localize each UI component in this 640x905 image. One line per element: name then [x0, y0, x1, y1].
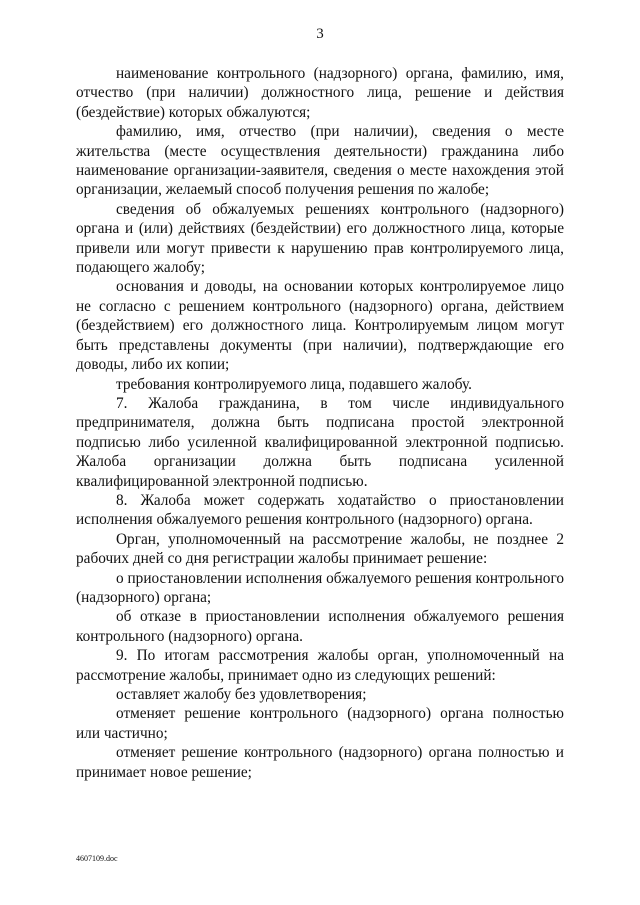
paragraph-appeal-body-name: наименование контрольного (надзорного) органа, фамилию, имя, отчество (при наличии) должностного лица, решение и действия (бездействие) которых обжалуются; [76, 65, 564, 121]
paragraph-refuse-suspend-option: об отказе в приостановлении исполнения обжалуемого решения контрольного (надзорного) органа. [76, 608, 564, 645]
paragraph-contested-decisions: сведения об обжалуемых решениях контрольного (надзорного) органа и (или) действиях (бездействии) его должностного лица, которые привели или могут привести к нарушению прав контролируемого лица, подающего жалобу; [76, 200, 564, 277]
paragraph-outcome-cancel-partial: отменяет решение контрольного (надзорного) органа полностью или частично; [76, 705, 564, 742]
paragraph-applicant-details: фамилию, имя, отчество (при наличии), сведения о месте жительства (месте осуществления деятельности) гражданина либо наименование организации-заявителя, сведения о месте нахождения этой организации, желаемый способ получения решения по жалобе; [76, 123, 564, 199]
paragraph-grounds-and-arguments: основания и доводы, на основании которых контролируемое лицо не согласно с решением контрольного (надзорного) органа, действием (бездействием) его должностного лица. Контролируемым лицом могут быть представлены документы (при наличии), подтверждающие его доводы, либо их копии; [76, 278, 564, 374]
footer-file-name: 4607109.doc [76, 854, 118, 863]
paragraph-suspend-option: о приостановлении исполнения обжалуемого решения контрольного (надзорного) органа; [76, 569, 564, 606]
document-body [76, 64, 564, 782]
paragraph-outcome-cancel-new-decision: отменяет решение контрольного (надзорного) органа полностью и принимает новое решение; [76, 744, 564, 781]
page-number: 3 [316, 26, 324, 42]
paragraph-item-8-suspension-request: 8. Жалоба может содержать ходатайство о приостановлении исполнения обжалуемого решения контрольного (надзорного) органа. [76, 491, 564, 529]
paragraph-decision-deadline: Орган, уполномоченный на рассмотрение жалобы, не позднее 2 рабочих дней со дня регистрации жалобы принимает решение: [76, 530, 564, 568]
paragraph-requirements: требования контролируемого лица, подавшего жалобу. [116, 375, 472, 393]
paragraph-item-9-outcomes: 9. По итогам рассмотрения жалобы орган, уполномоченный на рассмотрение жалобы, принимает одно из следующих решений: [76, 647, 564, 684]
paragraph-item-7-signature: 7. Жалоба гражданина, в том числе индивидуального предпринимателя, должна быть подписана простой электронной подписью либо усиленной квалифицированной электронной подписью. Жалоба организации должна быть подписана усиленной квалифицированной электронной подписью. [76, 394, 564, 490]
paragraph-outcome-dismiss: оставляет жалобу без удовлетворения; [116, 686, 367, 703]
